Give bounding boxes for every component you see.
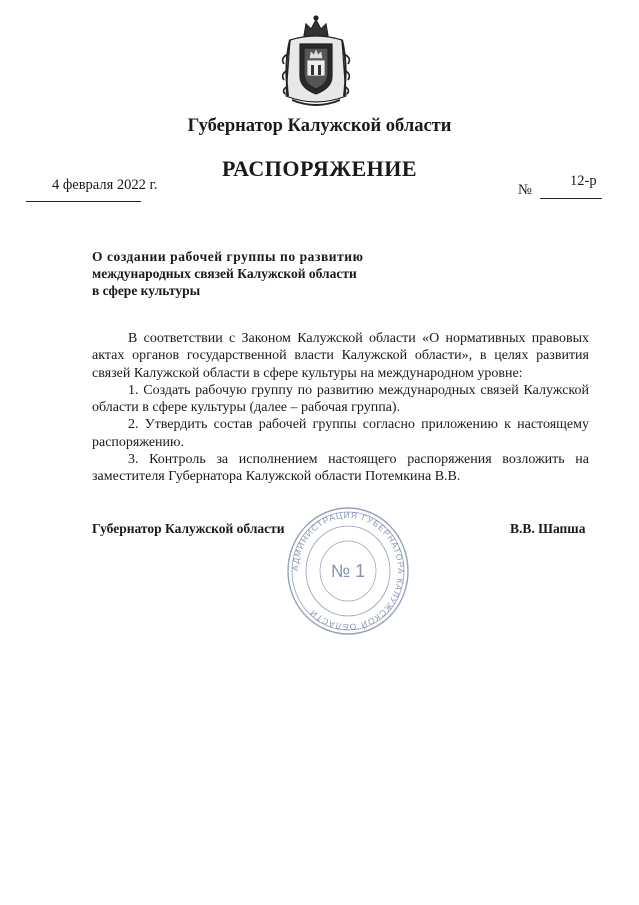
body-item-2: 2. Утвердить состав рабочей группы согласно приложению к настоящему распоряжению.: [92, 417, 589, 450]
body-intro: В соответствии с Законом Калужской области «О нормативных правовых актах органов государственной власти Калужской области», в целях развития связей Калужской области в сфере культуры на международном уровне:: [92, 331, 589, 381]
date-underline: [26, 201, 141, 202]
number-underline: [540, 198, 602, 199]
subject-line-1: О создании рабочей группы по развитию: [92, 249, 364, 264]
document-subject: [92, 248, 382, 299]
subject-line-3: в сфере культуры: [92, 283, 201, 298]
official-seal-icon: [286, 505, 410, 637]
seal-number: № 1: [330, 561, 366, 581]
seal-ring-text: АДМИНИСТРАЦИЯ ГУБЕРНАТОРА КАЛУЖСКОЙ ОБЛАСТИ: [289, 509, 407, 633]
number-sign: №: [518, 182, 532, 198]
body-item-3: 3. Контроль за исполнением настоящего распоряжения возложить на заместителя Губернатора Калужской области Потемкина В.В.: [92, 452, 589, 485]
signatory-name: В.В. Шапша: [510, 521, 586, 536]
document-body: [92, 330, 589, 486]
coat-of-arms-icon: [276, 14, 356, 110]
document-type: РАСПОРЯЖЕНИЕ: [221, 156, 418, 181]
signatory-title: Губернатор Калужской области: [92, 521, 285, 536]
subject-line-2: международных связей Калужской области: [92, 266, 357, 281]
body-item-1: 1. Создать рабочую группу по развитию международных связей Калужской области в сфере культуры (далее – рабочая группа).: [92, 382, 589, 416]
issuing-authority: Губернатор Калужской области: [187, 116, 452, 136]
document-date: 4 февраля 2022 г.: [52, 177, 158, 193]
document-number: 12-р: [570, 173, 597, 189]
